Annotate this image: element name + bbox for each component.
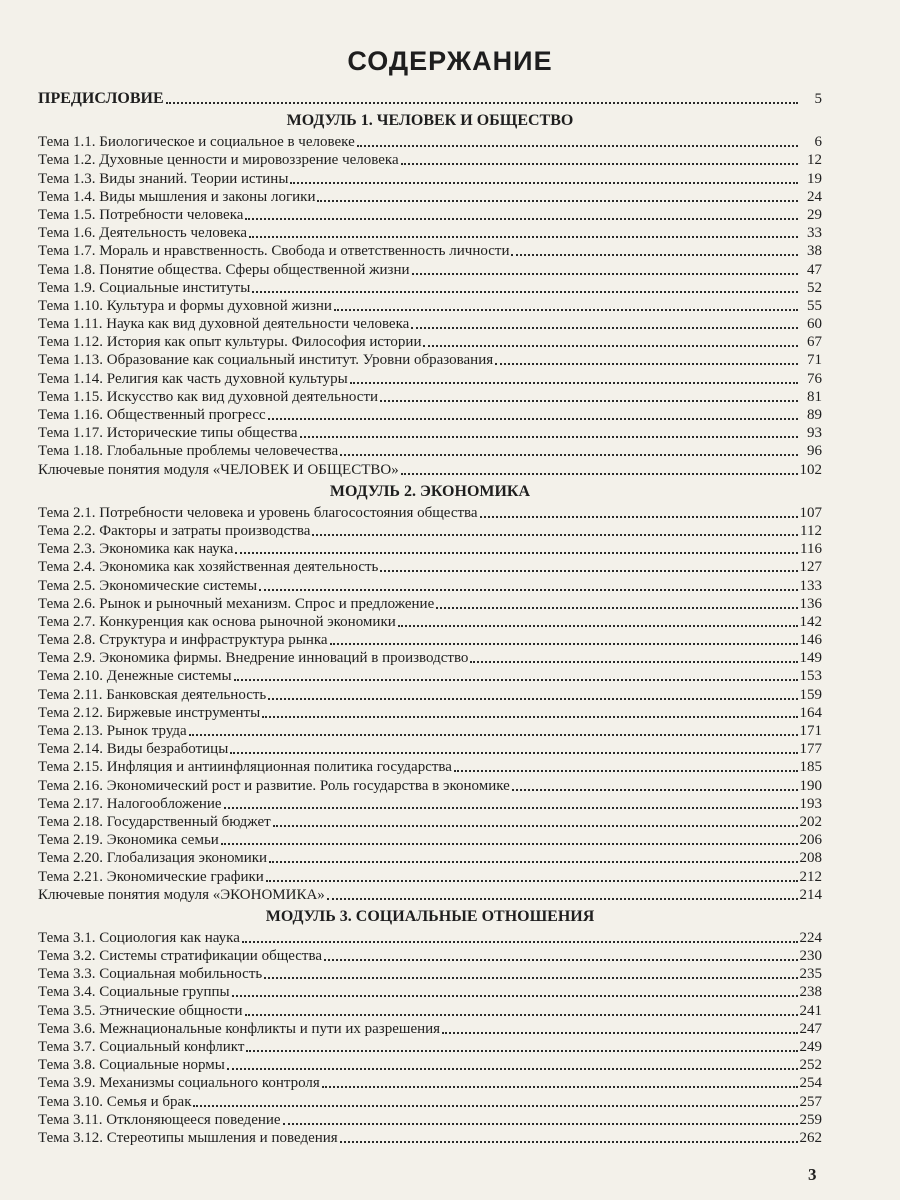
toc-entry-page: 6 [814,134,822,151]
toc-entry-page: 67 [807,334,822,351]
page-number: 3 [808,1165,817,1184]
leader-dots [224,795,798,809]
toc-row[interactable] [38,577,822,595]
toc-entry-page: 112 [800,522,822,539]
toc-entry-label: Тема 2.14. Виды безработицы [38,741,229,758]
toc-entry-page: 60 [807,316,822,333]
toc-entry-label: Тема 2.11. Банковская деятельность [38,686,267,703]
toc-row[interactable] [38,370,822,388]
leader-dots [512,777,798,791]
toc-entry-page: 238 [799,984,822,1001]
toc-entry-page: 230 [799,948,822,965]
toc-row[interactable] [38,206,822,224]
toc-row[interactable] [38,351,822,369]
toc-entry-page: 76 [807,370,822,387]
toc-entry-label: Тема 2.8. Структура и инфраструктура рынка [38,632,328,649]
toc-row[interactable] [38,1111,822,1129]
toc-preface-row[interactable] [38,90,822,108]
toc-row[interactable] [38,1056,822,1074]
toc-entry-label: Тема 2.17. Налогообложение [38,795,222,812]
toc-entry-page: 81 [807,388,822,405]
toc-entry-label: Тема 1.5. Потребности человека [38,206,244,223]
toc-entry-page: 190 [799,777,822,794]
toc-entry-label: Тема 2.1. Потребности человека и уровень благосостояния общества [38,504,478,521]
toc-row[interactable] [38,965,822,983]
toc-row[interactable] [38,795,822,813]
toc-row[interactable] [38,631,822,649]
leader-dots [283,1111,798,1125]
toc-entry-page: 202 [799,813,822,830]
toc-row[interactable] [38,947,822,965]
toc-entry-label: Тема 1.11. Наука как вид духовной деятельности человека [38,316,410,333]
toc-row[interactable] [38,831,822,849]
leader-dots [340,1129,798,1143]
toc-entry-page: 5 [814,91,822,107]
leader-dots [334,297,798,311]
toc-entry-page: 247 [799,1020,822,1037]
toc-entry-page: 133 [799,577,822,594]
toc-entry-label: Ключевые понятия модуля «ЧЕЛОВЕК И ОБЩЕСТВО» [38,461,399,478]
leader-dots [242,929,798,943]
toc-entry-label: Тема 1.18. Глобальные проблемы человечества [38,443,339,460]
toc-entry-label: Тема 3.9. Механизмы социального контроля [38,1075,320,1092]
toc-entry-label: Тема 2.15. Инфляция и антиинфляционная политика государства [38,759,452,776]
toc-entry-label: Тема 2.6. Рынок и рыночный механизм. Спрос и предложение [38,595,435,612]
toc-entry-label: Ключевые понятия модуля «ЭКОНОМИКА» [38,886,325,903]
leader-dots [266,868,798,882]
toc-row[interactable] [38,722,822,740]
toc-row[interactable] [38,461,822,479]
toc-entry-label: Тема 1.17. Исторические типы общества [38,425,298,442]
toc-row[interactable] [38,170,822,188]
toc-entry-label: Тема 1.10. Культура и формы духовной жизни [38,297,332,314]
toc-entry-page: 29 [807,206,822,223]
toc-entry-label: Тема 2.3. Экономика как наука [38,541,234,558]
table-of-contents [38,90,822,1147]
toc-entry-page: 259 [799,1111,822,1128]
toc-entry-label: Тема 1.1. Биологическое и социальное в человеке [38,134,355,151]
leader-dots [166,90,798,104]
leader-dots [317,188,798,202]
toc-entry-page: 24 [807,188,822,205]
toc-entry-page: 249 [799,1039,822,1055]
toc-entry-page: 142 [799,613,822,630]
toc-entry-label: Тема 2.7. Конкуренция как основа рыночной экономики [38,613,396,630]
leader-dots [246,1038,797,1052]
toc-entry-page: 171 [799,723,822,739]
leader-dots [412,261,798,275]
leader-dots [189,722,798,736]
toc-row[interactable] [38,1020,822,1038]
toc-row[interactable] [38,813,822,831]
toc-entry-page: 208 [799,850,822,867]
toc-entry-label: Тема 2.19. Экономика семьи [38,832,219,849]
page-title: СОДЕРЖАНИЕ [347,46,553,76]
toc-entry-label: Тема 2.21. Экономические графики [38,868,264,885]
toc-entry-page: 89 [807,407,822,423]
toc-row[interactable] [38,1038,822,1056]
leader-dots [273,813,798,827]
toc-row[interactable] [38,442,822,460]
leader-dots [357,133,798,147]
leader-dots [234,667,798,681]
toc-row[interactable] [38,704,822,722]
toc-entry-label: Тема 2.9. Экономика фирмы. Внедрение инноваций в производство [38,650,469,667]
toc-modules [38,111,822,1147]
toc-row[interactable] [38,649,822,667]
module-heading: МОДУЛЬ 3. СОЦИАЛЬНЫЕ ОТНОШЕНИЯ [265,907,595,925]
leader-dots [324,947,797,961]
toc-row[interactable] [38,1093,822,1111]
leader-dots [227,1056,798,1070]
toc-entry-page: 52 [807,279,822,296]
leader-dots [300,424,798,438]
leader-dots [259,577,797,591]
toc-entry-label: Тема 3.2. Системы стратификации общества [38,948,323,965]
toc-entry-page: 146 [799,632,822,649]
toc-entry-label: Тема 1.4. Виды мышления и законы логики [38,188,316,205]
leader-dots [327,886,798,900]
leader-dots [340,442,798,456]
toc-entry-page: 127 [799,559,822,576]
toc-entry-page: 153 [799,668,822,685]
toc-entry-page: 136 [799,595,822,612]
leader-dots [495,351,798,365]
toc-entry-label: Тема 2.16. Экономический рост и развитие. Роль государства в экономике [38,777,510,794]
toc-entry-page: 193 [799,795,822,812]
toc-entry-label: Тема 1.9. Социальные институты [38,279,251,296]
leader-dots [350,370,798,384]
leader-dots [290,170,798,184]
toc-entry-page: 254 [799,1075,822,1092]
leader-dots [232,983,798,997]
toc-entry-label: Тема 2.4. Экономика как хозяйственная деятельность [38,559,379,576]
toc-row[interactable] [38,540,822,558]
toc-entry-label: Тема 2.13. Рынок труда [38,723,187,739]
leader-dots [268,406,798,420]
toc-entry-page: 93 [807,425,822,442]
toc-entry-page: 96 [807,443,822,460]
toc-entry-page: 71 [807,352,822,369]
toc-row[interactable] [38,424,822,442]
toc-entry-label: Тема 3.12. Стереотипы мышления и поведения [38,1129,338,1146]
leader-dots [442,1020,797,1034]
toc-row[interactable] [38,522,822,540]
leader-dots [245,206,798,220]
toc-entry-page: 224 [799,929,822,946]
toc-row[interactable] [38,929,822,947]
toc-row[interactable] [38,388,822,406]
toc-entry-page: 159 [799,686,822,703]
leader-dots [322,1074,798,1088]
toc-entry-label: Тема 1.3. Виды знаний. Теории истины [38,170,289,187]
toc-entry-page: 206 [799,832,822,849]
leader-dots [269,849,797,863]
toc-row[interactable] [38,595,822,613]
toc-entry-label: Тема 3.4. Социальные группы [38,984,230,1001]
toc-entry-label: Тема 3.10. Семья и брак [38,1093,192,1110]
toc-row[interactable] [38,279,822,297]
leader-dots [511,242,798,256]
toc-entry-label: ПРЕДИСЛОВИЕ [38,90,164,107]
toc-entry-page: 214 [799,886,822,903]
toc-row[interactable] [38,868,822,886]
leader-dots [401,461,798,475]
leader-dots [380,558,797,572]
toc-row[interactable] [38,133,822,151]
toc-entry-label: Тема 1.12. История как опыт культуры. Философия истории [38,334,422,351]
toc-entry-label: Тема 2.12. Биржевые инструменты [38,704,261,721]
toc-row[interactable] [38,1129,822,1147]
toc-entry-page: 252 [799,1057,822,1074]
leader-dots [423,333,798,347]
toc-row[interactable] [38,740,822,758]
toc-row[interactable] [38,886,822,904]
toc-entry-page: 149 [799,650,822,667]
toc-entry-page: 177 [799,741,822,758]
toc-entry-page: 257 [799,1093,822,1110]
toc-row[interactable] [38,613,822,631]
toc-row[interactable] [38,504,822,522]
toc-entry-page: 116 [800,541,822,558]
leader-dots [411,315,798,329]
leader-dots [262,704,797,718]
leader-dots [264,965,797,979]
toc-entry-page: 212 [799,868,822,885]
toc-entry-page: 102 [799,461,822,478]
leader-dots [230,740,797,754]
leader-dots [221,831,798,845]
module-heading: МОДУЛЬ 1. ЧЕЛОВЕК И ОБЩЕСТВО [286,112,574,130]
toc-entry-page: 38 [807,243,822,260]
toc-entry-label: Тема 1.8. Понятие общества. Сферы общественной жизни [38,261,410,278]
toc-row[interactable] [38,849,822,867]
leader-dots [193,1093,797,1107]
toc-row[interactable] [38,983,822,1001]
toc-row[interactable] [38,297,822,315]
leader-dots [454,758,798,772]
toc-entry-label: Тема 2.20. Глобализация экономики [38,850,268,867]
toc-entry-page: 19 [807,170,822,187]
toc-entry-page: 47 [807,261,822,278]
toc-entry-label: Тема 3.1. Социология как наука [38,929,240,946]
toc-row[interactable] [38,777,822,795]
toc-entry-label: Тема 3.6. Межнациональные конфликты и пути их разрешения [38,1020,441,1037]
toc-entry-label: Тема 3.3. Социальная мобильность [38,966,263,983]
toc-row[interactable] [38,1002,822,1020]
toc-row[interactable] [38,667,822,685]
toc-entry-label: Тема 1.14. Религия как часть духовной культуры [38,370,348,387]
toc-entry-label: Тема 1.7. Мораль и нравственность. Свобода и ответственность личности [38,243,510,260]
toc-row[interactable] [38,151,822,169]
toc-row[interactable] [38,1074,822,1092]
leader-dots [398,613,798,627]
toc-entry-page: 12 [807,152,822,169]
toc-row[interactable] [38,315,822,333]
toc-entry-label: Тема 2.10. Денежные системы [38,668,232,685]
leader-dots [480,504,798,518]
leader-dots [235,540,798,554]
toc-entry-page: 262 [799,1129,822,1146]
toc-entry-label: Тема 1.2. Духовные ценности и мировоззрение человека [38,152,399,169]
toc-row[interactable] [38,758,822,776]
toc-entry-page: 235 [799,966,822,983]
leader-dots [268,686,797,700]
toc-entry-page: 185 [799,759,822,776]
leader-dots [245,1002,798,1016]
toc-entry-label: Тема 2.5. Экономические системы [38,577,258,594]
toc-row[interactable] [38,224,822,242]
toc-entry-page: 55 [807,297,822,314]
toc-row[interactable] [38,686,822,704]
leader-dots [401,151,798,165]
toc-entry-page: 33 [807,225,822,242]
toc-row[interactable] [38,242,822,260]
toc-entry-page: 164 [799,704,822,721]
toc-entry-label: Тема 3.8. Социальные нормы [38,1057,225,1074]
module-heading: МОДУЛЬ 2. ЭКОНОМИКА [329,482,531,500]
toc-entry-label: Тема 2.18. Государственный бюджет [38,813,271,830]
toc-entry-label: Тема 1.16. Общественный прогресс [38,407,266,423]
leader-dots [312,522,798,536]
toc-entry-label: Тема 3.11. Отклоняющееся поведение [38,1111,281,1128]
leader-dots [252,279,798,293]
toc-entry-page: 241 [799,1002,822,1019]
toc-entry-page: 107 [799,504,822,521]
leader-dots [330,631,798,645]
toc-entry-label: Тема 3.5. Этнические общности [38,1002,243,1019]
toc-row[interactable] [38,406,822,424]
leader-dots [380,388,798,402]
toc-entry-label: Тема 1.13. Образование как социальный институт. Уровни образования [38,352,494,369]
toc-entry-label: Тема 1.15. Искусство как вид духовной деятельности [38,388,379,405]
toc-entry-label: Тема 2.2. Факторы и затраты производства [38,522,311,539]
toc-row[interactable] [38,333,822,351]
leader-dots [470,649,797,663]
toc-row[interactable] [38,558,822,576]
leader-dots [249,224,798,238]
toc-entry-label: Тема 3.7. Социальный конфликт [38,1039,245,1055]
toc-row[interactable] [38,188,822,206]
leader-dots [436,595,797,609]
toc-row[interactable] [38,261,822,279]
toc-entry-label: Тема 1.6. Деятельность человека [38,225,248,242]
